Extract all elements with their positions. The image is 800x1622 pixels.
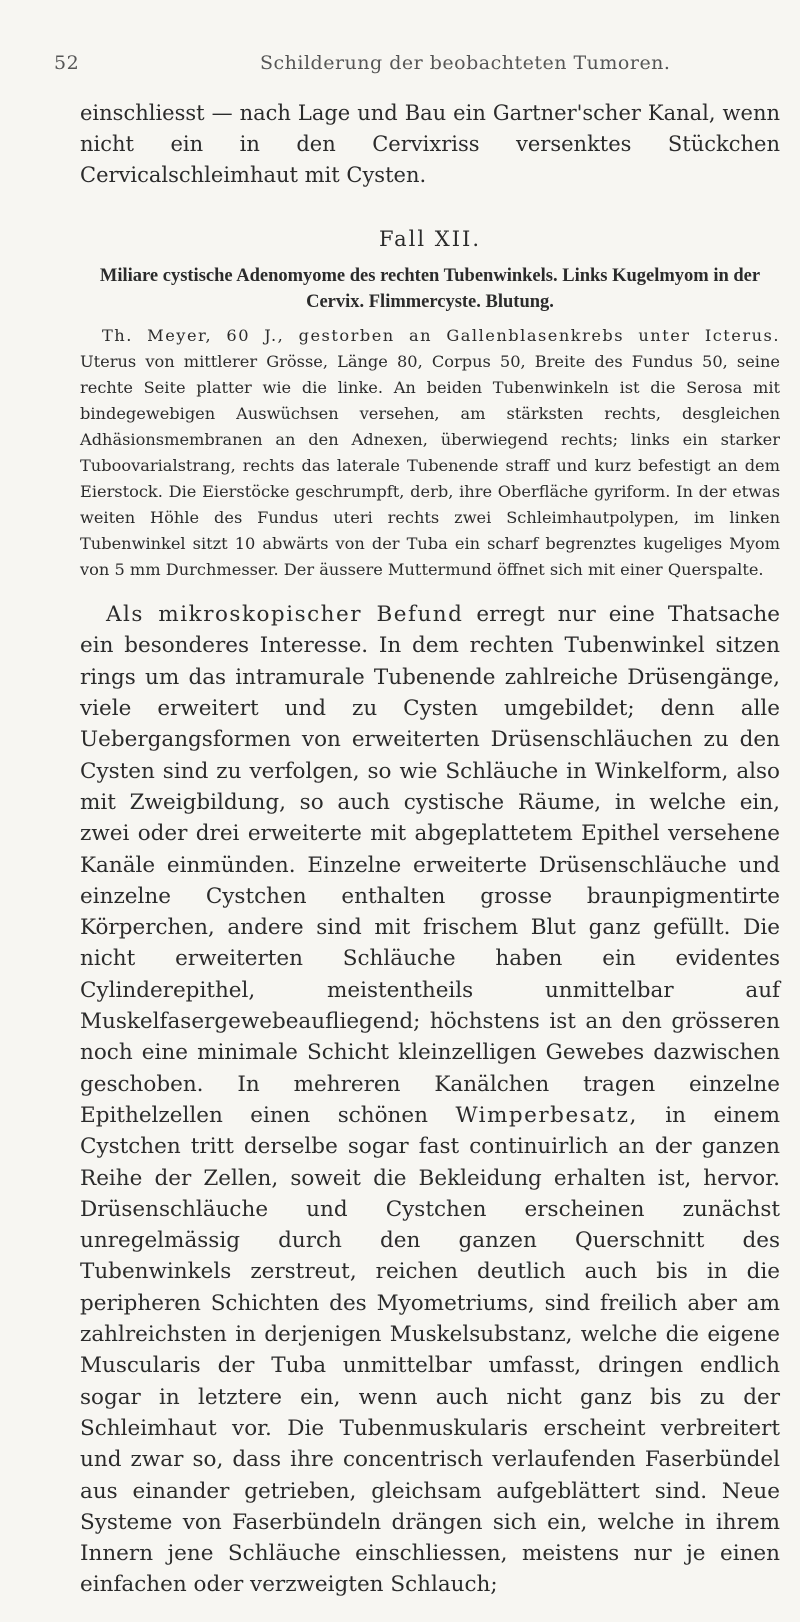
running-head bbox=[54, 14, 780, 74]
findings-lead-words: Als mikroskopischer Befund bbox=[106, 602, 464, 628]
case-report bbox=[80, 323, 780, 583]
findings-text: erregt nur eine Thatsache ein besonderes Interesse. In dem rechten Tubenwinkel sitzen rings um das intramurale Tubenende zahlreiche Drüsengänge, viele erweitert und zu Cysten umgebildet; denn alle Uebergangsformen von erweiterten Drüsenschläuchen zu den Cysten sind zu verfolgen, so wie Schläuche in Winkelform, also mit Zweigbildung, so auch cystische Räume, in welche ein, zwei oder drei erweiterte mit abgeplattetem Epithel versehene Kanäle einmünden. Einzelne erweiterte Drüsenschläuche und einzelne Cystchen enthalten grosse braunpigmentirte Körperchen, andere sind mit frischem Blut ganz gefüllt. Die nicht erweiterten Schläuche haben ein evidentes Cylinderepithel, meistentheils unmittelbar auf Muskelfasergewebeaufliegend; höchstens ist an den grösseren noch eine minimale Schicht kleinzelligen Gewebes dazwischen geschoben. In mehreren Kanälchen tragen einzelne Epithelzellen einen schönen bbox=[80, 602, 780, 1128]
emphasis-word: Wimperbesatz, bbox=[455, 1102, 638, 1128]
findings-paragraph bbox=[80, 599, 780, 1601]
report-text: Uterus von mittlerer Grösse, Länge 80, Corpus 50, Breite des Fundus 50, seine rechte Seite platter wie die linke. An beiden Tubenwinkeln ist die Serosa mit bindegewebigen Auswüchsen versehen, am stärksten rechts, desgleichen Adhäsionsmembranen an den Adnexen, überwiegend rechts; links ein starker Tuboovarialstrang, rechts das laterale Tubenende straff und kurz befestigt an dem Eierstock. Die Eierstöcke geschrumpft, derb, ihre Oberfläche gyriform. In der etwas weiten Höhle des Fundus uteri rechts zwei Schleimhautpolypen, im linken Tubenwinkel sitzt 10 abwärts von der Tuba ein scharf begrenztes kugeliges Myom von 5 mm Durchmesser. Der äussere Muttermund öffnet sich mit einer Querspalte. bbox=[80, 352, 780, 579]
running-title: Schilderung der beobachteten Tumoren. bbox=[260, 52, 671, 74]
page-number: 52 bbox=[54, 52, 80, 74]
patient-line: Th. Meyer, 60 J., gestorben an Gallenblasenkrebs unter Icterus. bbox=[102, 326, 780, 345]
findings-text-continued: in einem Cystchen tritt derselbe sogar fast continuirlich an der ganzen Reihe der Zellen, soweit die Bekleidung erhalten ist, hervor. Drüsenschläuche und Cystchen erscheinen zunächst unregelmässig durch den ganzen Querschnitt des Tubenwinkels zerstreut, reichen deutlich auch bis in die peripheren Schichten des Myometriums, sind freilich aber am zahlreichsten in derjenigen Muskelsubstanz, welche die eigene Muscularis der Tuba unmittelbar umfasst, dringen endlich sogar in letztere ein, wenn auch nicht ganz bis zu der Schleimhaut vor. Die Tubenmuskularis erscheint verbreitert und zwar so, dass ihre concentrisch verlaufenden Faserbündel aus einander getrieben, gleichsam aufgeblättert sind. Neue Systeme von Faserbündeln drängen sich ein, welche in ihrem Innern jene Schläuche einschliessen, meistens nur je einen einfachen oder verzweigten Schlauch; bbox=[80, 1102, 781, 1598]
case-title: Miliare cystische Adenomyome des rechten Tubenwinkels. Links Kugelmyom in der Cervix. Flimmercyste. Blutung. bbox=[99, 266, 761, 312]
lead-paragraph: einschliesst — nach Lage und Bau ein Gartner'scher Kanal, wenn nicht ein in den Cervixriss versenktes Stückchen Cervicalschleimhaut mit Cysten. bbox=[80, 101, 780, 187]
book-page bbox=[54, 14, 781, 1622]
case-heading: Fall XII. bbox=[379, 227, 481, 251]
